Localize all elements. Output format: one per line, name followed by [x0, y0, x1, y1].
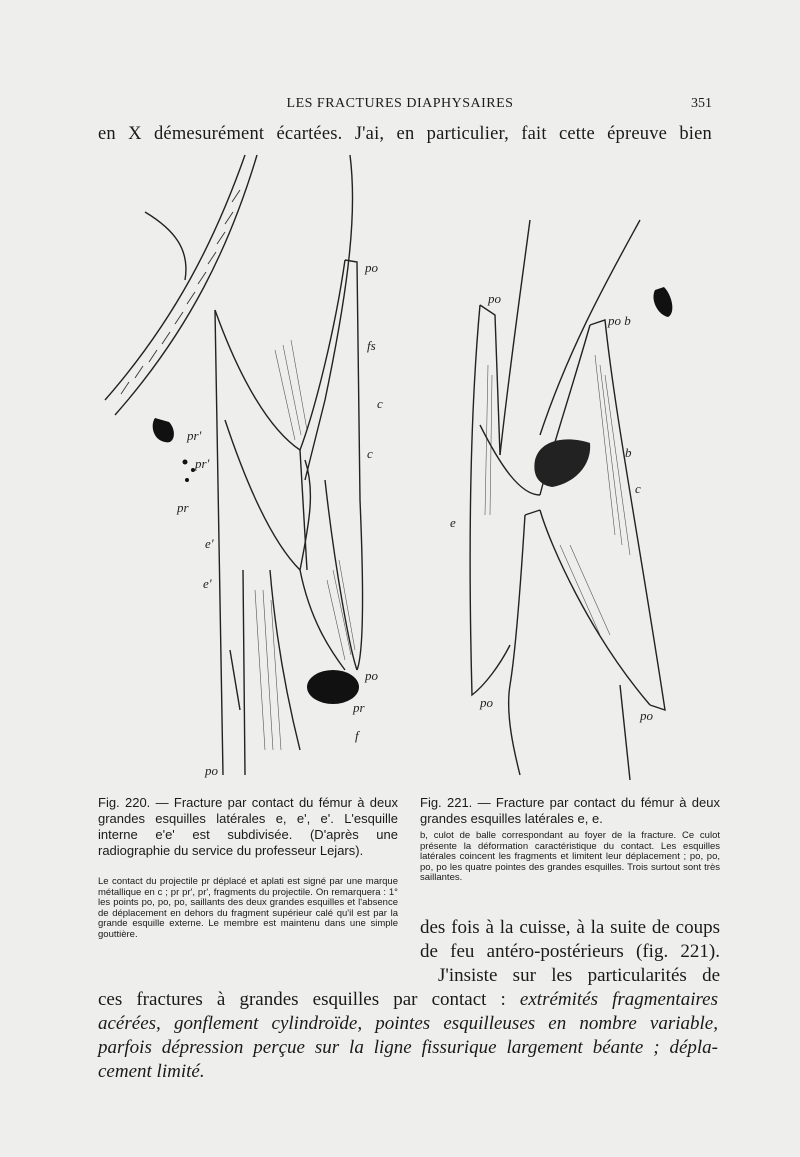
label-pr3: pr — [177, 500, 189, 515]
label-b: b — [625, 445, 632, 460]
figure-221-caption-title: Fig. 221. — Fracture par contact du fémur à deux grandes esquilles latérales e, e. — [420, 795, 720, 826]
body-wide-line3: parfois dépression perçue sur la ligne fissurique largement béante ; dépla- — [98, 1037, 718, 1058]
bullet-base — [534, 439, 590, 487]
body-wide-line2: acérées, gonflement cylindroïde, pointes esquilleuses en nombre variable, — [98, 1013, 718, 1034]
projectile-mark — [307, 670, 359, 704]
label-f: f — [355, 728, 359, 743]
label-c1: c — [377, 396, 383, 411]
body-right-line-3: J'insiste sur les particularités de — [438, 965, 720, 986]
label-po-b: po b — [608, 313, 631, 328]
running-title: LES FRACTURES DIAPHYSAIRES — [286, 96, 514, 111]
label-pr2: pr' — [195, 456, 210, 471]
label-po-bottom-right: po — [640, 708, 653, 723]
label-fs: fs — [367, 338, 376, 353]
body-wide-line1-italic: extrémités fragmentaires — [519, 989, 718, 1010]
body-wide-line4: cement limité. — [98, 1061, 205, 1082]
label-c: c — [635, 481, 641, 496]
label-c2: c — [367, 446, 373, 461]
body-wide-line1-plain: ces fractures à grandes esquilles par contact : — [98, 989, 520, 1010]
label-e: e — [450, 515, 456, 530]
body-right-line-1: des fois à la cuisse, à la suite de coups — [420, 917, 720, 938]
label-po-top: po — [365, 260, 378, 275]
body-wide-paragraph — [98, 988, 718, 1084]
label-e2: e' — [203, 576, 212, 591]
figure-220-caption-title: Fig. 220. — Fracture par contact du fémur à deux grandes esquilles latérales e, e', e'. L'esquille interne e'e' est subdivisée. (D'après une radiographie du service du professeur Lejars). — [98, 795, 398, 858]
page-number: 351 — [691, 96, 712, 111]
label-po-bottom: po — [205, 763, 218, 778]
label-po-left: po — [488, 291, 501, 306]
figure-221-illustration — [440, 215, 700, 785]
figure-220-caption-body: Le contact du projectile pr déplacé et aplati est signé par une marque métallique en c ; pr pr', pr', fragments du projectile. On remarquera : 1° les points po, po, po, saillants des deux grandes esquilles et l'absence de déplacement en dehors du fragment supérieur calé qu'il est par la grande esquille externe. Le membre est maintenu dans une simple gouttière. — [98, 876, 398, 940]
figure-221-caption-body: b, culot de balle correspondant au foyer de la fracture. Ce culot présente la déformation caractéristique du contact. Les esquilles latérales coincent les fragments et limitent leur déplacement ; po, po, po, po les quatre pointes des grandes esquilles. Trois surtout sont très saillantes. — [420, 830, 720, 883]
label-pr1: pr' — [187, 428, 202, 443]
body-right-line-2: de feu antéro-postérieurs (fig. 221). — [420, 941, 720, 962]
label-po-bottom-left: po — [480, 695, 493, 710]
label-pr-bottom: pr — [353, 700, 365, 715]
label-po-mid: po — [365, 668, 378, 683]
figure-220-illustration — [95, 150, 415, 785]
label-e1: e' — [205, 536, 214, 551]
body-text-top-line: en X démesurément écartées. J'ai, en particulier, fait cette épreuve bien — [98, 124, 712, 144]
